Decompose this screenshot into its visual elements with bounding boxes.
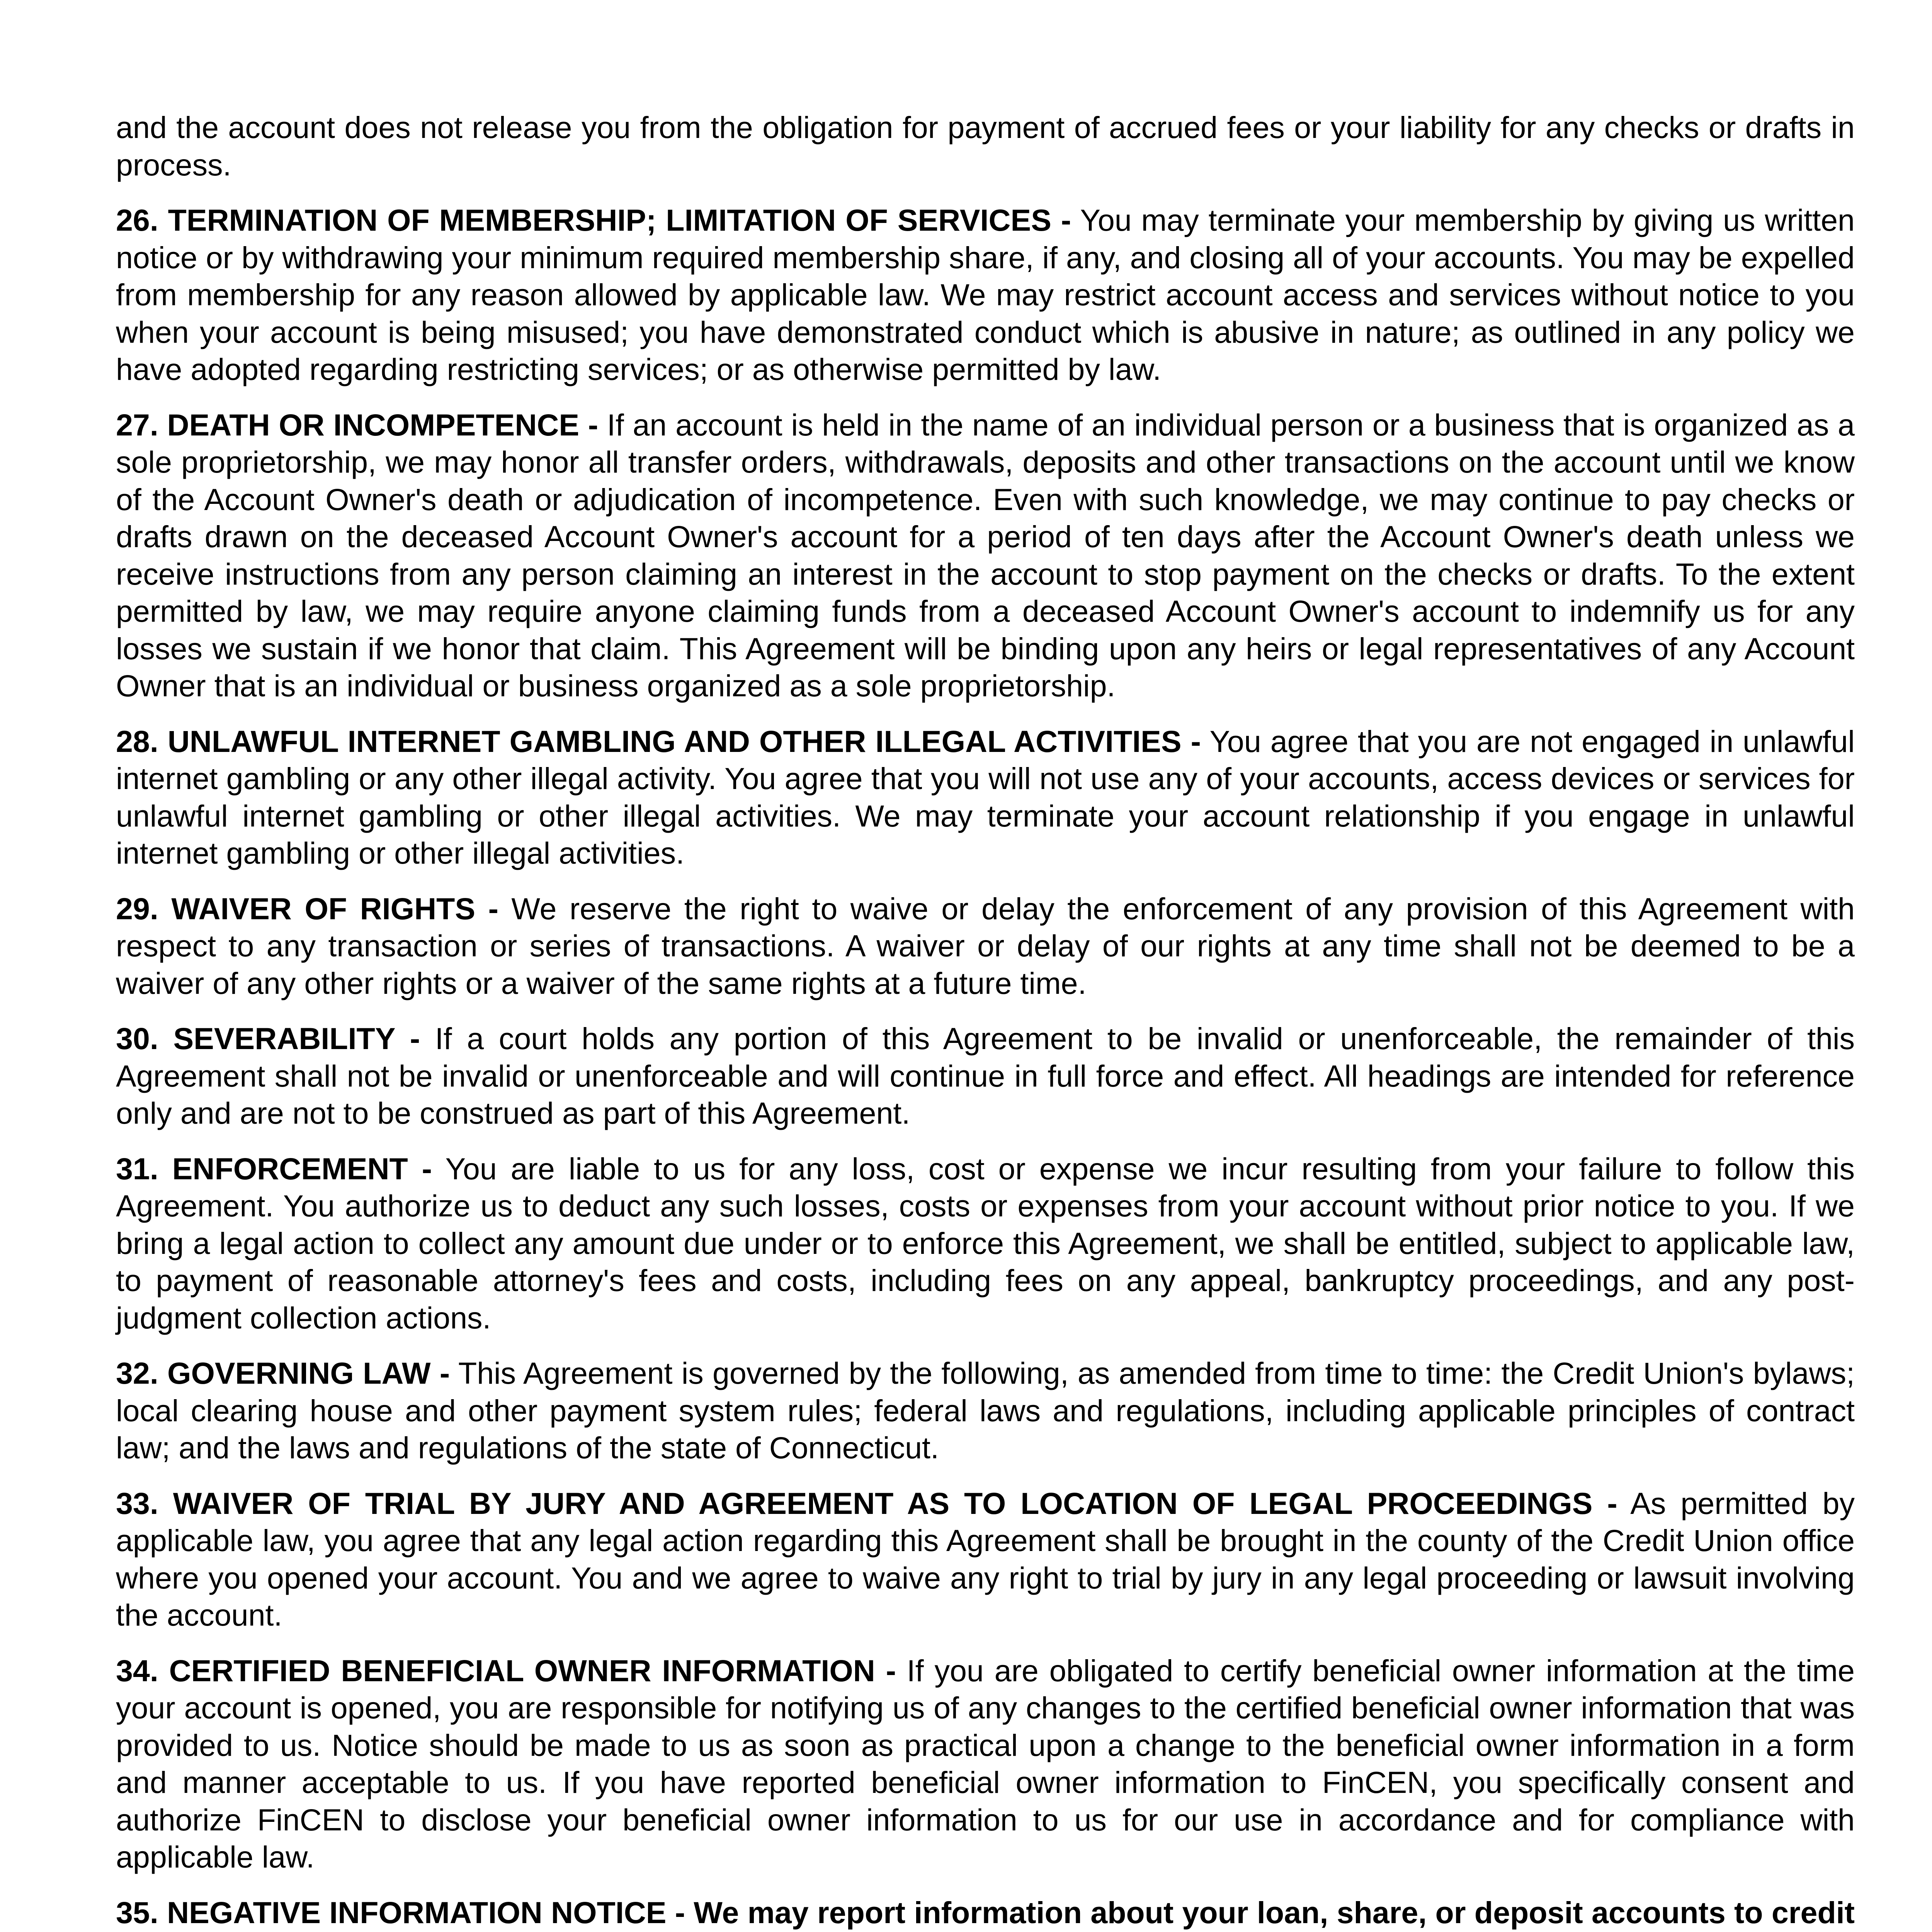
section-body: We may report information about your loan, share, or deposit accounts to credit — [694, 1895, 1855, 1930]
section-heading: 28. UNLAWFUL INTERNET GAMBLING AND OTHER ILLEGAL ACTIVITIES - — [116, 724, 1201, 759]
section-heading: 30. SEVERABILITY - — [116, 1021, 420, 1056]
continuation-paragraph: and the account does not release you from the obligation for payment of accrued fees or your liability for any checks or drafts in process. — [116, 110, 1855, 182]
section-body: This Agreement is governed by the following, as amended from time to time: the Credit Union's bylaws; local clearing house and other payment system rules; federal laws and regulations, including applicable principles of contract law; and the laws and regulations of the state of Connecticut. — [116, 1356, 1855, 1465]
section-33 — [116, 1485, 1855, 1634]
section-heading: 34. CERTIFIED BENEFICIAL OWNER INFORMATION - — [116, 1653, 896, 1688]
section-body: If an account is held in the name of an individual person or a business that is organized as a sole proprietorship, we may honor all transfer orders, withdrawals, deposits and other transactions on the account until we know of the Account Owner's death or adjudication of incompetence. Even with such knowledge, we may continue to pay checks or drafts drawn on the deceased Account Owner's account for a period of ten days after the Account Owner's death unless we receive instructions from any person claiming an interest in the account to stop payment on the checks or drafts. To the extent permitted by law, we may require anyone claiming funds from a deceased Account Owner's account to indemnify us for any losses we sustain if we honor that claim. This Agreement will be binding upon any heirs or legal representatives of any Account Owner that is an individual or business organized as a sole proprietorship. — [116, 407, 1855, 703]
section-body: You are liable to us for any loss, cost or expense we incur resulting from your failure to follow this Agreement. You authorize us to deduct any such losses, costs or expenses from your account without prior notice to you. If we bring a legal action to collect any amount due under or to enforce this Agreement, we shall be entitled, subject to applicable law, to payment of reasonable attorney's fees and costs, including fees on any appeal, bankruptcy proceedings, and any post-judgment collection actions. — [116, 1151, 1855, 1335]
section-body: If a court holds any portion of this Agreement to be invalid or unenforceable, the remainder of this Agreement shall not be invalid or unenforceable and will continue in full force and effect. All headings are intended for reference only and are not to be construed as part of this Agreement. — [116, 1021, 1855, 1130]
section-body: You may terminate your membership by giving us written notice or by withdrawing your minimum required membership share, if any, and closing all of your accounts. You may be expelled from membership for any reason allowed by applicable law. We may restrict account access and services without notice to you when your account is being misused; you have demonstrated conduct which is abusive in nature; as outlined in any policy we have adopted regarding restricting services; or as otherwise permitted by law. — [116, 203, 1855, 386]
section-heading: 35. NEGATIVE INFORMATION NOTICE - — [116, 1895, 685, 1930]
section-heading: 26. TERMINATION OF MEMBERSHIP; LIMITATION OF SERVICES - — [116, 203, 1071, 237]
document-body — [116, 109, 1855, 1932]
section-heading: 29. WAIVER OF RIGHTS - — [116, 891, 498, 926]
section-body: As permitted by applicable law, you agree that any legal action regarding this Agreement shall be brought in the county of the Credit Union office where you opened your account. You and we agree to waive any right to trial by jury in any legal proceeding or lawsuit involving the account. — [116, 1486, 1855, 1632]
section-29 — [116, 890, 1855, 1002]
section-26 — [116, 202, 1855, 388]
section-31 — [116, 1150, 1855, 1337]
section-heading: 27. DEATH OR INCOMPETENCE - — [116, 407, 599, 442]
section-32 — [116, 1355, 1855, 1467]
section-28 — [116, 723, 1855, 872]
section-body: You agree that you are not engaged in unlawful internet gambling or any other illegal activity. You agree that you will not use any of your accounts, access devices or services for unlawful internet gambling or other illegal activities. We may terminate your account relationship if you engage in unlawful internet gambling or other illegal activities. — [116, 724, 1855, 870]
section-body: If you are obligated to certify beneficial owner information at the time your account is opened, you are responsible for notifying us of any changes to the certified beneficial owner information that was provided to us. Notice should be made to us as soon as practical upon a change to the beneficial owner information in a form and manner acceptable to us. If you have reported beneficial owner information to FinCEN, you specifically consent and authorize FinCEN to disclose your beneficial owner information to us for our use in accordance and for compliance with applicable law. — [116, 1653, 1855, 1874]
section-heading: 31. ENFORCEMENT - — [116, 1151, 432, 1186]
section-heading: 33. WAIVER OF TRIAL BY JURY AND AGREEMENT AS TO LOCATION OF LEGAL PROCEEDINGS - — [116, 1486, 1617, 1520]
section-body: We reserve the right to waive or delay the enforcement of any provision of this Agreement with respect to any transaction or series of transactions. A waiver or delay of our rights at any time shall not be deemed to be a waiver of any other rights or a waiver of the same rights at a future time. — [116, 891, 1855, 1000]
section-34 — [116, 1652, 1855, 1876]
section-27 — [116, 406, 1855, 705]
section-30 — [116, 1020, 1855, 1132]
section-heading: 32. GOVERNING LAW - — [116, 1356, 450, 1390]
section-35 — [116, 1894, 1855, 1932]
